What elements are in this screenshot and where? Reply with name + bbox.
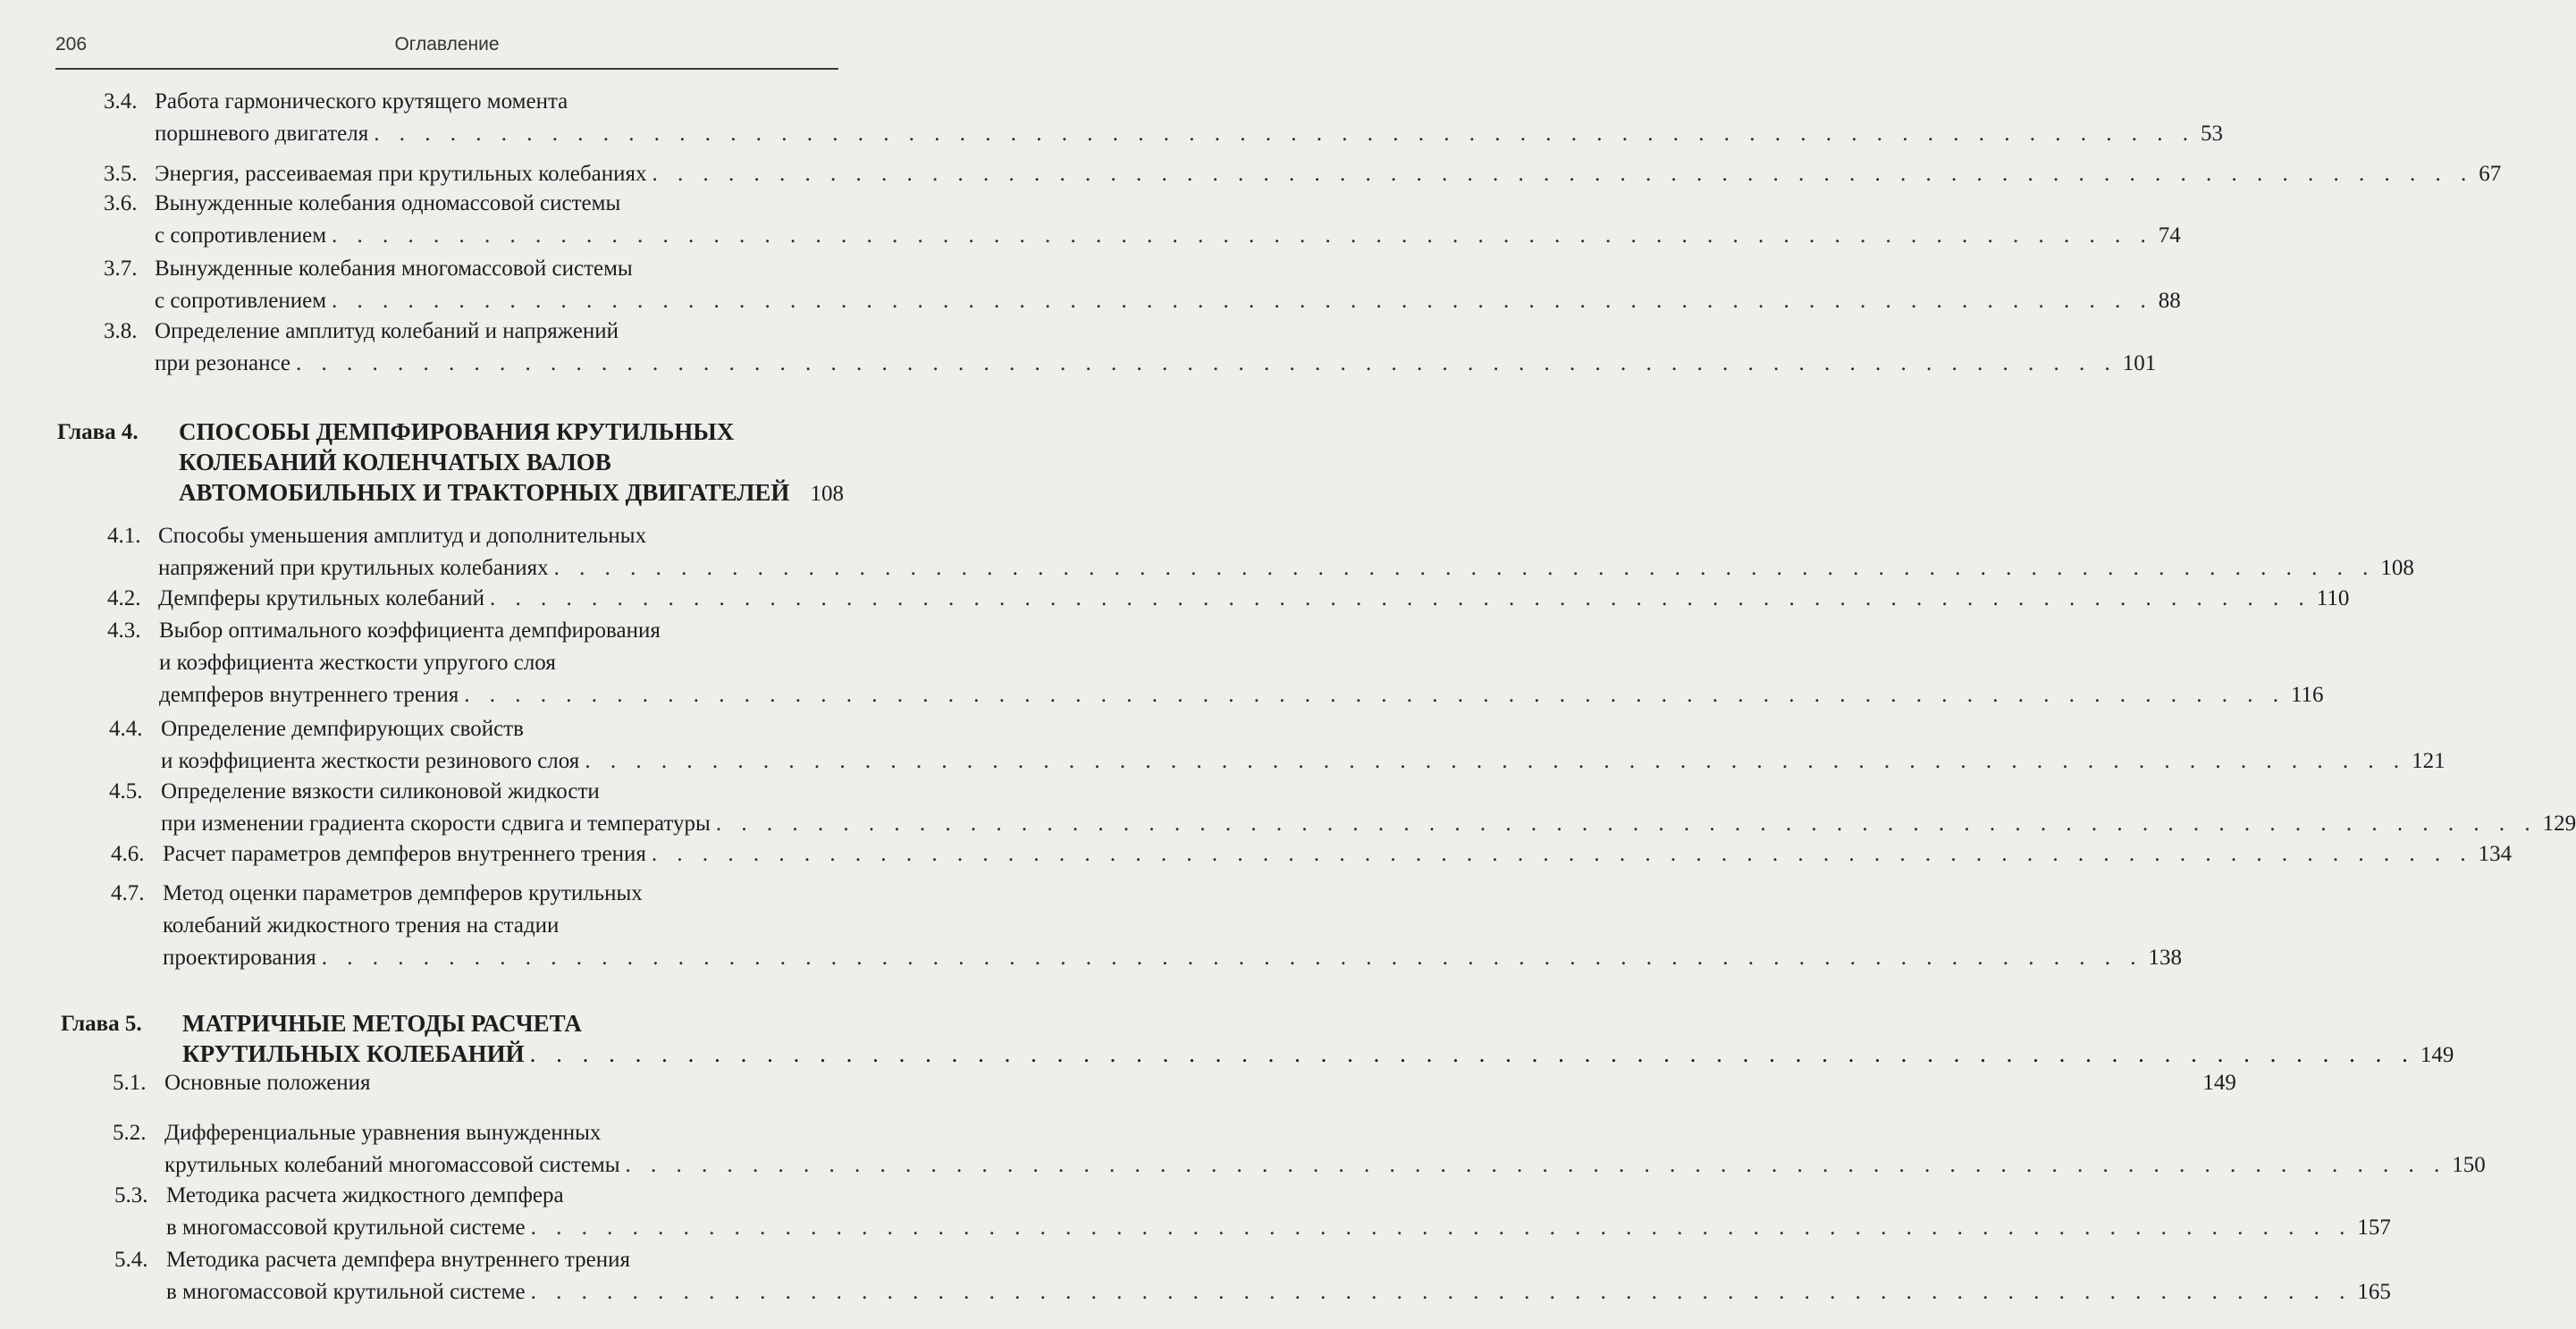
section-title-line: в многомассовой крутильной системе bbox=[166, 1280, 526, 1304]
chapter-label: Глава 5. bbox=[61, 1012, 142, 1036]
section-number: 5.2. bbox=[113, 1121, 147, 1145]
section-title-line: Вынужденные колебания одномассовой системы bbox=[155, 191, 621, 215]
section-title-line: Расчет параметров демпферов внутреннего трения bbox=[163, 842, 646, 866]
section-title-line: при резонансе bbox=[155, 351, 290, 375]
section-number: 4.4. bbox=[109, 717, 143, 741]
section-title-line: напряжений при крутильных колебаниях bbox=[158, 556, 549, 580]
leader-dots: . . . . . . . . . . . . . . . . . . . . . . . . . . . . . . . . . . . . . . . . . . . . . . . . . . . . . . . . . . . . . . . . . . . . . . . . bbox=[332, 289, 2153, 313]
section-title-line: Способы уменьшения амплитуд и дополнительных bbox=[158, 524, 647, 548]
page-ref: 88 bbox=[2158, 289, 2181, 313]
page-number: 206 bbox=[55, 34, 88, 55]
chapter-title-line: КРУТИЛЬНЫХ КОЛЕБАНИЙ bbox=[182, 1040, 525, 1067]
chapter-title-line: КОЛЕБАНИЙ КОЛЕНЧАТЫХ ВАЛОВ bbox=[179, 449, 611, 475]
section-title-line: Вынужденные колебания многомассовой системы bbox=[155, 257, 633, 281]
page-ref: 149 bbox=[2420, 1043, 2454, 1067]
leader-dots: . . . . . . . . . . . . . . . . . . . . . . . . . . . . . . . . . . . . . . . . . . . . . . . . . . . . . . . . . . . . . . . . . . . . . . . . bbox=[464, 683, 2286, 707]
section-title-line: крутильных колебаний многомассовой системы bbox=[164, 1153, 620, 1177]
page-ref: 150 bbox=[2452, 1153, 2486, 1177]
section-title-line: Дифференциальные уравнения вынужденных bbox=[164, 1121, 602, 1145]
chapter-label: Глава 4. bbox=[57, 420, 139, 444]
section-title-line: поршневого двигателя bbox=[155, 122, 369, 146]
section-title-line: в многомассовой крутильной системе bbox=[166, 1215, 526, 1240]
leader-dots: . . . . . . . . . . . . . . . . . . . . . . . . . . . . . . . . . . . . . . . . . . . . . . . . . . . . . . . . . . . . . . . . . . . . . . . . bbox=[374, 122, 2195, 146]
chapter-title-line: МАТРИЧНЫЕ МЕТОДЫ РАСЧЕТА bbox=[182, 1010, 582, 1037]
section-title-line: проектирования bbox=[163, 946, 316, 970]
running-title: Оглавление bbox=[394, 34, 500, 55]
page-ref: 101 bbox=[2122, 351, 2157, 375]
section-number: 3.8. bbox=[104, 319, 138, 343]
chapter-title-line: АВТОМОБИЛЬНЫХ И ТРАКТОРНЫХ ДВИГАТЕЛЕЙ bbox=[179, 479, 790, 506]
section-title-line: Методика расчета жидкостного демпфера bbox=[166, 1183, 564, 1207]
section-title-line: и коэффициента жесткости упругого слоя bbox=[159, 651, 556, 675]
leader-dots: . . . . . . . . . . . . . . . . . . . . . . . . . . . . . . . . . . . . . . . . . . . . . . . . . . . . . . . . . . . . . . . . . . . . . . . . bbox=[529, 1040, 2415, 1067]
section-number: 3.5. bbox=[104, 162, 138, 186]
section-title-line: колебаний жидкостного трения на стадии bbox=[163, 913, 560, 938]
page-ref: 116 bbox=[2290, 683, 2324, 707]
section-number: 5.3. bbox=[114, 1183, 148, 1207]
leader-dots: . . . . . . . . . . . . . . . . . . . . . . . . . . . . . . . . . . . . . . . . . . . . . . . . . . . . . . . . . . . . . . . . . . . . . . . . bbox=[490, 586, 2311, 610]
page-ref: 108 bbox=[2380, 556, 2414, 580]
leader-dots: . . . . . . . . . . . . . . . . . . . . . . . . . . . . . . . . . . . . . . . . . . . . . . . . . . . . . . . . . . . . . . . . . . . . . . . . bbox=[715, 812, 2538, 836]
section-number: 4.1. bbox=[107, 524, 141, 548]
leader-dots: . . . . . . . . . . . . . . . . . . . . . . . . . . . . . . . . . . . . . . . . . . . . . . . . . . . . . . . . . . . . . . . . . . . . . . . . bbox=[585, 749, 2407, 773]
page-ref: 165 bbox=[2357, 1280, 2391, 1304]
page-ref: 121 bbox=[2412, 749, 2446, 773]
section-title-line: Определение вязкости силиконовой жидкости bbox=[161, 779, 600, 803]
section-title-line: Определение амплитуд колебаний и напряжений bbox=[155, 319, 619, 343]
section-number: 3.6. bbox=[104, 191, 138, 215]
section-title-line: Определение демпфирующих свойств bbox=[161, 717, 524, 741]
leader-dots: . . . . . . . . . . . . . . . . . . . . . . . . . . . . . . . . . . . . . . . . . . . . . . . . . . . . . . . . . . . . . . . . . . . . . . . . bbox=[332, 223, 2153, 248]
section-title-line: Метод оценки параметров демпферов крутильных bbox=[163, 881, 643, 905]
section-title-line: Работа гармонического крутящего момента bbox=[155, 89, 568, 114]
page-ref: 53 bbox=[2200, 122, 2223, 146]
section-title-line: с сопротивлением bbox=[155, 223, 327, 248]
chapter-title-line: СПОСОБЫ ДЕМПФИРОВАНИЯ КРУТИЛЬНЫХ bbox=[179, 418, 735, 445]
leader-dots: . . . . . . . . . . . . . . . . . . . . . . . . . . . . . . . . . . . . . . . . . . . . . . . . . . . . . . . . . . . . . . . . . . . . . . . . bbox=[321, 946, 2143, 970]
page-ref: 74 bbox=[2158, 223, 2181, 248]
page-ref: 149 bbox=[2202, 1071, 2236, 1095]
leader-dots: . . . . . . . . . . . . . . . . . . . . . . . . . . . . . . . . . . . . . . . . . . . . . . . . . . . . . . . . . . . . . . . . . . . . . . . . bbox=[652, 162, 2474, 186]
leader-dots: . . . . . . . . . . . . . . . . . . . . . . . . . . . . . . . . . . . . . . . . . . . . . . . . . . . . . . . . . . . . . . . . . . . . . . . . bbox=[651, 842, 2473, 866]
page-ref: 110 bbox=[2316, 586, 2350, 610]
page-ref: 67 bbox=[2479, 162, 2502, 186]
section-number: 3.4. bbox=[104, 89, 138, 114]
page-ref: 129 bbox=[2542, 812, 2576, 836]
section-number: 4.7. bbox=[111, 881, 145, 905]
section-title-line: Демпферы крутильных колебаний bbox=[158, 586, 484, 610]
leader-dots: . . . . . . . . . . . . . . . . . . . . . . . . . . . . . . . . . . . . . . . . . . . . . . . . . . . . . . . . . . . . . . . . . . . . . . . . bbox=[530, 1280, 2353, 1304]
page-ref: 138 bbox=[2148, 946, 2182, 970]
section-number: 4.5. bbox=[109, 779, 143, 803]
section-number: 5.1. bbox=[113, 1071, 147, 1095]
page-ref: 157 bbox=[2357, 1215, 2391, 1240]
section-title-line: и коэффициента жесткости резинового слоя bbox=[161, 749, 580, 773]
section-number: 4.6. bbox=[111, 842, 145, 866]
section-number: 4.3. bbox=[107, 618, 141, 643]
leader-dots: . . . . . . . . . . . . . . . . . . . . . . . . . . . . . . . . . . . . . . . . . . . . . . . . . . . . . . . . . . . . . . . . . . . . . . . . bbox=[296, 351, 2117, 375]
section-title-line: Энергия, рассеиваемая при крутильных колебаниях bbox=[155, 162, 647, 186]
page-ref: 108 bbox=[810, 482, 844, 506]
section-title-line: Методика расчета демпфера внутреннего трения bbox=[166, 1248, 631, 1272]
section-title-line: Выбор оптимального коэффициента демпфирования bbox=[159, 618, 661, 643]
section-title-line: с сопротивлением bbox=[155, 289, 327, 313]
leader-dots: . . . . . . . . . . . . . . . . . . . . . . . . . . . . . . . . . . . . . . . . . . . . . . . . . . . . . . . . . . . . . . . . . . . . . . . . bbox=[625, 1153, 2447, 1177]
section-title-line: демпферов внутреннего трения bbox=[159, 683, 459, 707]
section-number: 4.2. bbox=[107, 586, 141, 610]
section-number: 5.4. bbox=[114, 1248, 148, 1272]
section-title-line: при изменении градиента скорости сдвига и температуры bbox=[161, 812, 711, 836]
section-title-line: Основные положения bbox=[164, 1071, 371, 1095]
page-ref: 134 bbox=[2478, 842, 2513, 866]
leader-dots: . . . . . . . . . . . . . . . . . . . . . . . . . . . . . . . . . . . . . . . . . . . . . . . . . . . . . . . . . . . . . . . . . . . . . . . . bbox=[553, 556, 2376, 580]
leader-dots: . . . . . . . . . . . . . . . . . . . . . . . . . . . . . . . . . . . . . . . . . . . . . . . . . . . . . . . . . . . . . . . . . . . . . . . . bbox=[530, 1215, 2353, 1240]
section-number: 3.7. bbox=[104, 257, 138, 281]
